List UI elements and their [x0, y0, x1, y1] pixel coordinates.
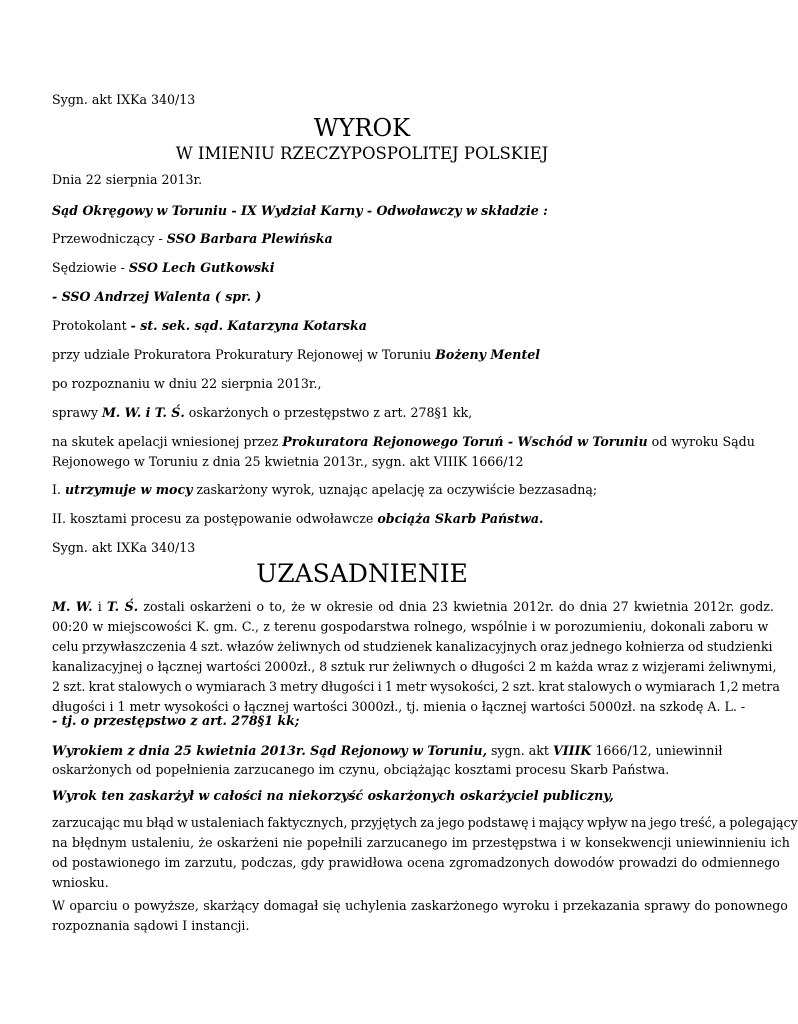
judge-1: SSO Lech Gutkowski	[128, 260, 275, 275]
para1-line-4: kanalizacyjnej o łącznej wartości 2000zł., 8 sztuk rur żeliwnych o długości 2 m każda wraz z wizjerami żeliwnymi,	[52, 659, 777, 674]
appeal-by: Prokuratora Rejonowego Toruń - Wschód w Toruniu	[282, 434, 648, 449]
para3-line-3: od postawionego im zarzutu, podczas, gdy prawidłowa ocena zgromadzonych dowodów prowadzi do odmiennego	[52, 855, 780, 870]
appeal-prefix: na skutek apelacji wniesionej przez	[52, 434, 283, 449]
prosecutor-name: Bożeny Mentel	[435, 347, 541, 362]
para3-line-1: zarzucając mu błąd w ustaleniach faktycznych, przyjętych za jego podstawę i mający wpływ na jego treść, a polegający	[52, 815, 798, 830]
court-name: Sąd Okręgowy w Toruniu - IX Wydział Karny - Odwoławczy w składzie :	[52, 203, 548, 218]
ruling-1-number: I.	[52, 482, 65, 497]
para1-line-5: 2 szt. krat stalowych o wymiarach 3 metry długości i 1 metr wysokości, 2 szt. krat stalowych o wymiarach 1,2 metra	[52, 679, 780, 694]
clerk-name: - st. sek. sąd. Katarzyna Kotarska	[130, 318, 367, 333]
chair-name: SSO Barbara Plewińska	[166, 231, 333, 246]
para2-line-2: oskarżonych od popełnienia zarzucanego im czynu, obciążając kosztami procesu Skarb Państwa.	[52, 762, 670, 777]
para2-rest: 1666/12, uniewinnił	[591, 743, 723, 758]
clerk-line	[52, 316, 367, 336]
para4-line-1: W oparciu o powyższe, skarżący domagał się uchylenia zaskarżonego wyroku i przekazania sprawy do ponownego	[52, 898, 788, 913]
judge-2: - SSO Andrzej Walenta ( spr. )	[52, 289, 262, 304]
para1-line-2: 00:20 w miejscowości K. gm. C., z terenu gospodarstwa rolnego, wspólnie i w porozumieniu, dokonali zaboru w	[52, 619, 769, 634]
chair-line	[52, 229, 333, 249]
case-prefix: sprawy	[52, 405, 102, 420]
para3-line-4: wniosku.	[52, 875, 109, 890]
para2-line-1	[52, 741, 723, 761]
case-signature-justification: Sygn. akt IXKa 340/13	[52, 540, 196, 555]
prosecutor-line	[52, 345, 540, 365]
document-title: WYROK	[313, 114, 411, 142]
case-signature-top: Sygn. akt IXKa 340/13	[52, 92, 196, 107]
justification-title: UZASADNIENIE	[256, 559, 468, 588]
case-defendants: M. W. i T. Ś.	[101, 405, 185, 420]
chair-label: Przewodniczący -	[52, 231, 167, 246]
para2-bold: Wyrokiem z dnia 25 kwietnia 2013r. Sąd Rejonowy w Toruniu,	[52, 743, 487, 758]
judges-line	[52, 258, 275, 278]
clerk-label: Protokolant	[52, 318, 131, 333]
charge-line: - tj. o przestępstwo z art. 278§1 kk;	[52, 713, 300, 728]
appeal-line-2: Rejonowego w Toruniu z dnia 25 kwietnia 2013r., sygn. akt VIIIK 1666/12	[52, 454, 524, 469]
prosecutor-text: przy udziale Prokuratora Prokuratury Rejonowej w Toruniu	[52, 347, 436, 362]
ruling-2-text: II. kosztami procesu za postępowanie odwoławcze	[52, 511, 378, 526]
case-line	[52, 403, 472, 423]
para4-line-2: rozpoznania sądowi I instancji.	[52, 918, 250, 933]
conjunction: i	[92, 599, 107, 614]
ruling-2-bold: obciąża Skarb Państwa.	[377, 511, 544, 526]
appeal-heading: Wyrok ten zaskarżył w całości na niekorzyść oskarżonych oskarżyciel publiczny,	[52, 788, 614, 803]
case-suffix: oskarżonych o przestępstwo z art. 278§1 kk,	[184, 405, 473, 420]
para2-mid: sygn. akt	[486, 743, 553, 758]
ruling-point-2	[52, 509, 543, 529]
para1-line-3: celu przywłaszczenia 4 szt. włazów żeliwnych od studzienek kanalizacyjnych oraz jednego kołnierza od studzienki	[52, 639, 773, 654]
defendant-1: M. W.	[52, 599, 93, 614]
para1-line-1	[52, 597, 774, 617]
appeal-suffix: od wyroku Sądu	[647, 434, 755, 449]
document-subtitle: W IMIENIU RZECZYPOSPOLITEJ POLSKIEJ	[175, 144, 549, 163]
appeal-line-1	[52, 432, 755, 452]
para1-line-1-text: zostali oskarżeni o to, że w okresie od dnia 23 kwietnia 2012r. do dnia 27 kwietnia 2012r. godz.	[138, 599, 774, 614]
defendant-2: T. Ś.	[106, 599, 139, 614]
para1-line-6: długości i 1 metr wysokości o łącznej wartości 3000zł., tj. mienia o łącznej wartości 5000zł. na szkodę A. L. -	[52, 699, 746, 714]
ruling-1-bold: utrzymuje w mocy	[64, 482, 193, 497]
judges-label: Sędziowie -	[52, 260, 129, 275]
para3-line-2: na błędnym ustaleniu, że oskarżeni nie popełnili zarzucanego im przestępstwa i w konsekwencji uniewinnieniu ich	[52, 835, 790, 850]
ruling-point-1	[52, 480, 597, 500]
hearing-line: po rozpoznaniu w dniu 22 sierpnia 2013r.,	[52, 376, 322, 391]
para2-bold2: VIIIK	[552, 743, 592, 758]
ruling-1-rest: zaskarżony wyrok, uznając apelację za oczywiście bezzasadną;	[192, 482, 598, 497]
judgment-date: Dnia 22 sierpnia 2013r.	[52, 172, 203, 187]
